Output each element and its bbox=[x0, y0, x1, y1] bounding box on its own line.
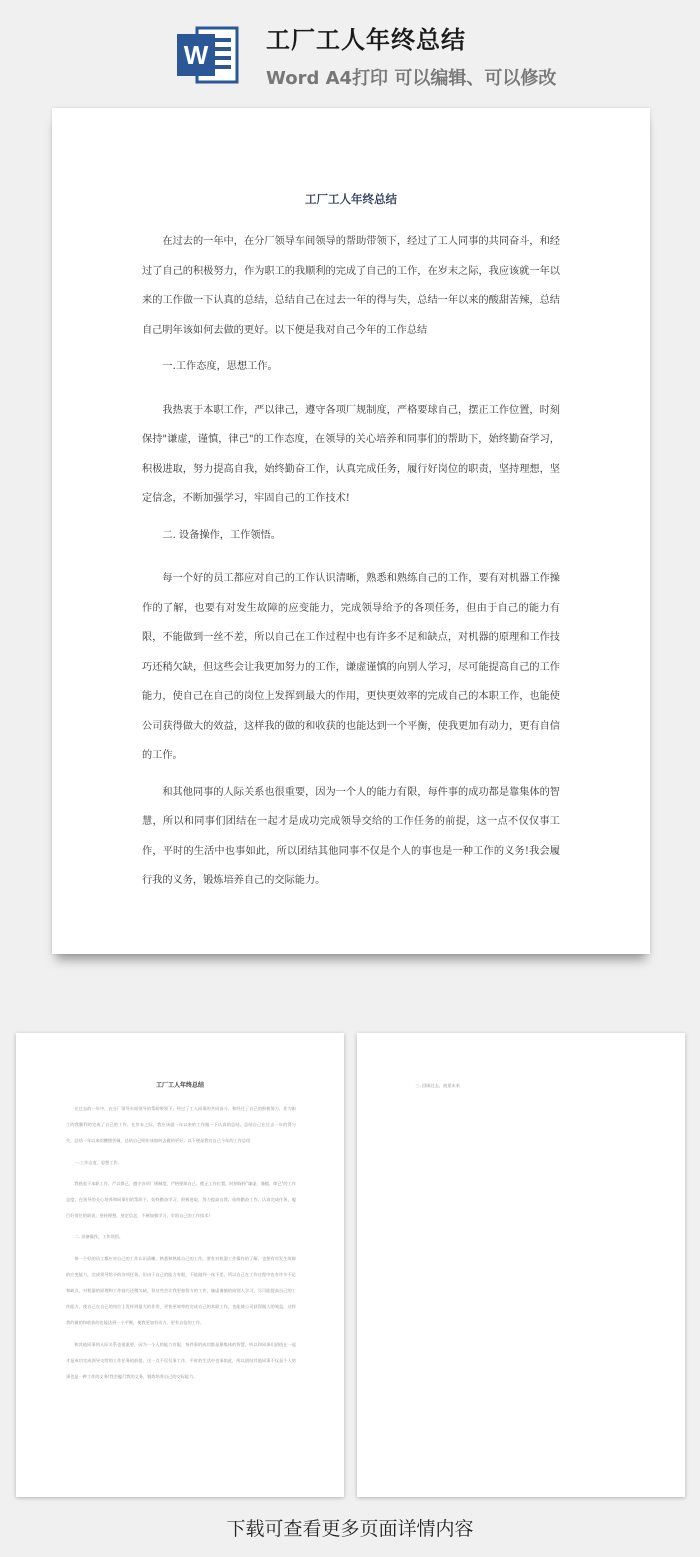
page-subtitle: Word A4打印 可以编辑、可以修改 bbox=[266, 68, 557, 89]
document-body bbox=[142, 227, 560, 903]
thumbnail-paragraph: 和其他同事的人际关系也很重要，因为一个人的能力有限，每件事的成功都是靠集体的智慧，所以和同事们团结在一起才是成功完成领导交给的工作任务的前提，这一点不仅仅事工作，平时的生活中也事如此，所以团结其他同事不仅是个人的事也是一种工作的义务!我会履行我的义务，锻炼培养自己的交际能力。 bbox=[66, 1341, 296, 1380]
thumbnail-body bbox=[66, 1101, 296, 1390]
document-title: 工厂工人年终总结 bbox=[305, 192, 397, 206]
section-heading-1: 一.工作态度，思想工作。 bbox=[162, 361, 278, 372]
document-page-preview bbox=[52, 108, 650, 954]
thumbnail-paragraph: 一.工作态度，思想工作。 bbox=[74, 1159, 122, 1165]
header bbox=[0, 0, 700, 105]
thumbnail-paragraph: 二. 设备操作，工作领悟。 bbox=[74, 1234, 124, 1240]
thumbnail-paragraph: 在过去的一年中，在分厂领导车间领导的帮助带领下，经过了工人同事的共同奋斗，和经过了自己的积极努力，作为职工的我顺利的完成了自己的工作，在岁末之际，我应该就一年以来的工作做一下认真的总结，总结自己在过去一年的得与失，总结一年以来的酸甜苦辣，总结自己明年该如何去做的更好。以下便是我对自己今年的工作总结 bbox=[66, 1106, 296, 1144]
paragraph-attitude: 我热衷于本职工作，严以律己，遵守各项厂规制度，严格要球自己，摆正工作位置，时刻保持"谦虚，谨慎，律己"的工作态度，在领导的关心培养和同事们的帮助下，始终勤奋学习，积极进取，努力提高自我，始终勤奋工作，认真完成任务，履行好岗位的职责，坚持理想，坚定信念，不断加强学习，牢固自己的工作技术! bbox=[142, 404, 560, 504]
thumbnail-heading: 三. 回顾过去，展望未来 bbox=[415, 1083, 460, 1088]
footer-download-hint: 下载可查看更多页面详情内容 bbox=[226, 1518, 474, 1540]
paragraph-intro: 在过去的一年中，在分厂领导车间领导的帮助带领下，经过了工人同事的共同奋斗，和经过了自己的积极努力，作为职工的我顺利的完成了自己的工作，在岁末之际，我应该就一年以来的工作做一下认真的总结，总结自己在过去一年的得与失，总结一年以来的酸甜苦辣，总结自己明年该如何去做的更好。以下便是我对自己今年的工作总结 bbox=[142, 236, 560, 336]
thumbnail-paragraph: 每一个好的员工都应对自己的工作认识清晰，熟悉和熟练自己的工作，要有对机器工作操作的了解，也要有对发生故障的应变能力，完成领导给予的各项任务，但由于自己的能力有限，不能做到一丝不差，所以自己在工作过程中也有许多不足和缺点，对机器的原理和工作技巧还稍欠缺，但这些会让我更加努力的工作，谦虚谨慎的向别人学习，尽可能提高自己的工作能力，使自己在自己的岗位上发挥到最大的作用，更快更效率的完成自己的本职工作，也能使公司获得做大的效益，这样我的做的和收获的也能达到一个平衡，使我更加有动力，更有自信的工作。 bbox=[66, 1255, 296, 1326]
thumbnail-body bbox=[407, 1078, 637, 1099]
thumbnail-paragraph: 我热衷于本职工作，严以律己，遵守各项厂规制度，严格要球自己，摆正工作位置，时刻保持"谦虚，谨慎，律己"的工作态度，在领导的关心培养和同事们的帮助下，始终勤奋学习，积极进取，努力提高自我，始终勤奋工作，认真完成任务，履行好岗位的职责，坚持理想，坚定信念，不断加强学习，牢固自己的工作技术! bbox=[66, 1180, 296, 1219]
thumbnail-page-1 bbox=[16, 1033, 344, 1497]
section-heading-2: 二. 设备操作，工作领悟。 bbox=[162, 529, 281, 541]
word-document-icon bbox=[175, 22, 241, 88]
paragraph-relations: 和其他同事的人际关系也很重要，因为一个人的能力有限，每件事的成功都是靠集体的智慧，所以和同事们团结在一起才是成功完成领导交给的工作任务的前提，这一点不仅仅事工作，平时的生活中也事如此，所以团结其他同事不仅是个人的事也是一种工作的义务!我会履行我的义务，锻炼培养自己的交际能力。 bbox=[142, 786, 560, 886]
paragraph-operation: 每一个好的员工都应对自己的工作认识清晰，熟悉和熟练自己的工作，要有对机器工作操作的了解，也要有对发生故障的应变能力，完成领导给予的各项任务，但由于自己的能力有限，不能做到一丝不差，所以自己在工作过程中也有许多不足和缺点，对机器的原理和工作技巧还稍欠缺，但这些会让我更加努力的工作，谦虚谨慎的向别人学习，尽可能提高自己的工作能力，使自己在自己的岗位上发挥到最大的作用，更快更效率的完成自己的本职工作，也能使公司获得做大的效益，这样我的做的和收获的也能达到一个平衡，使我更加有动力，更有自信的工作。 bbox=[142, 573, 560, 761]
word-icon-letter: W bbox=[183, 40, 209, 70]
thumbnail-page-2 bbox=[357, 1033, 685, 1497]
thumbnail-title: 工厂工人年终总结 bbox=[155, 1082, 204, 1089]
page-title: 工厂工人年终总结 bbox=[266, 26, 466, 54]
